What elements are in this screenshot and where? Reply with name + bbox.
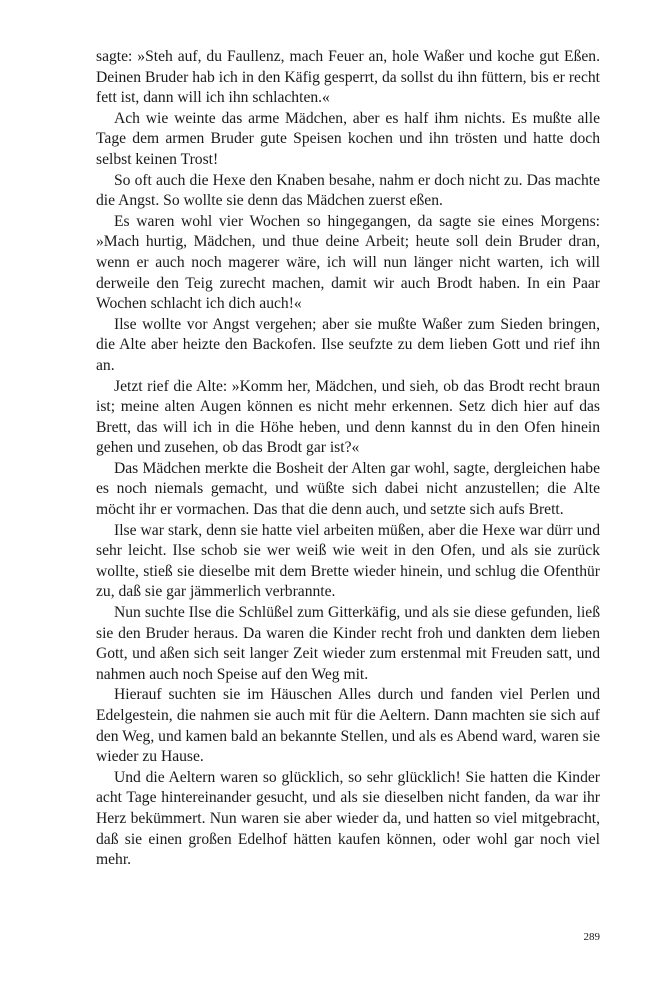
paragraph-9: Nun suchte Ilse die Schlüßel zum Gitterkäfig, und als sie diese gefunden, ließ sie den Bruder heraus. Da waren die Kinder recht froh und dankten dem lieben Gott, und aßen sich seit langer Zeit wieder zum erstenmal mit Freuden satt, und nahmen auch noch Speise auf den Weg mit. bbox=[96, 604, 600, 683]
paragraph-8: Ilse war stark, denn sie hatte viel arbeiten müßen, aber die Hexe war dürr und sehr leicht. Ilse schob sie wer weiß wie weit in den Ofen, und als sie zurück wollte, stieß sie dieselbe mit dem Brette wieder hinein, und schlug die Ofenthür zu, daß sie gar jämmerlich verbrannte. bbox=[96, 521, 600, 601]
paragraph-2: Ach wie weinte das arme Mädchen, aber es half ihm nichts. Es mußte alle Tage dem armen Bruder gute Speisen kochen und ihn trösten und hatte doch selbst keinen Trost! bbox=[96, 109, 600, 168]
paragraph-11: Und die Aeltern waren so glücklich, so sehr glücklich! Sie hatten die Kinder acht Tage hintereinander gesucht, und als sie dieselben nicht fanden, da war ihr Herz bekümmert. Nun waren sie aber wieder da, und hatten so viel mitgebracht, daß sie einen großen Edelhof hätten kaufen können, oder wohl gar noch viel mehr. bbox=[96, 768, 600, 869]
paragraph-1: sagte: »Steh auf, du Faullenz, mach Feuer an, hole Waßer und koche gut Eßen. Deinen Bruder hab ich in den Käfig gesperrt, da sollst du ihn füttern, bis er recht fett ist, dann will ich ihn schlachten.« bbox=[96, 48, 600, 107]
paragraph-10: Hierauf suchten sie im Häuschen Alles durch und fanden viel Perlen und Edelgestein, die nahmen sie auch mit für die Aeltern. Dann machten sie sich auf den Weg, und kamen bald an bekannte Stellen, und als es Abend ward, waren sie wieder zu Hause. bbox=[96, 686, 600, 766]
paragraph-7: Das Mädchen merkte die Bosheit der Alten gar wohl, sagte, dergleichen habe es noch niemals gemacht, und wüßte sich dabei nicht anzustellen; die Alte möcht ihr er vormachen. Das that die denn auch, und setzte sich aufs Brett. bbox=[96, 459, 600, 519]
book-page-text bbox=[96, 47, 600, 871]
paragraph-4: Es waren wohl vier Wochen so hingegangen, da sagte sie eines Morgens: »Mach hurtig, Mädchen, und thue deine Arbeit; heute soll dein Bruder dran, wenn er auch noch magerer wäre, ich will nun länger nicht warten, ich will derweile den Teig zurecht machen, damit wir auch Brodt haben. In ein Paar Wochen schlacht ich dich auch!« bbox=[96, 212, 600, 313]
paragraph-3: So oft auch die Hexe den Knaben besahe, nahm er doch nicht zu. Das machte die Angst. So wollte sie denn das Mädchen zuerst eßen. bbox=[96, 171, 600, 210]
page-number: 289 bbox=[583, 931, 600, 943]
paragraph-6: Jetzt rief die Alte: »Komm her, Mädchen, und sieh, ob das Brodt recht braun ist; meine alten Augen können es nicht mehr erkennen. Setz dich hier auf das Brett, das will ich in die Höhe heben, und denn kannst du in den Ofen hinein gehen und zusehen, ob das Brodt gar ist?« bbox=[96, 377, 600, 457]
paragraph-5: Ilse wollte vor Angst vergehen; aber sie mußte Waßer zum Sieden bringen, die Alte aber heizte den Backofen. Ilse seufzte zu dem lieben Gott und rief ihn an. bbox=[96, 315, 600, 374]
